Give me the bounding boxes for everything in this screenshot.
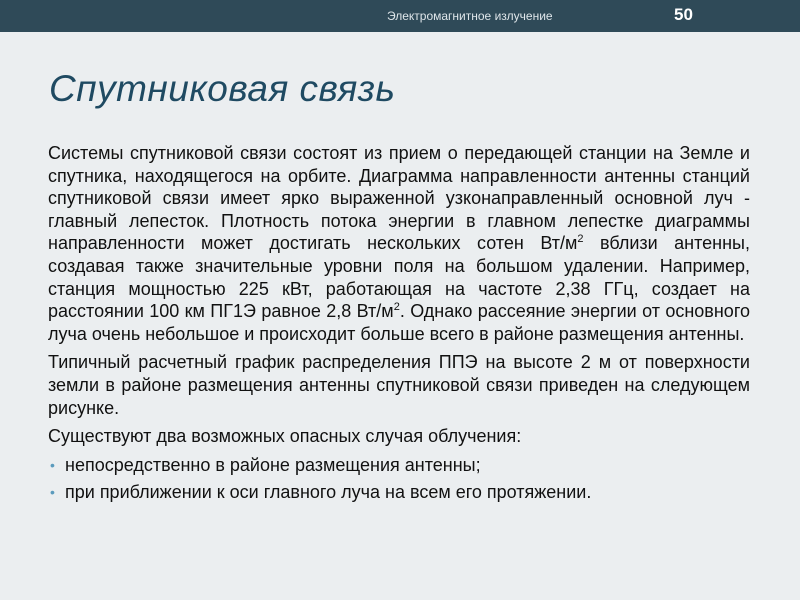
paragraph-1-part-1: Системы спутниковой связи состоят из прием о передающей станции на Земле и спутника, находящегося на орбите. Диаграмма направленности антенны станций спутниковой связи имеет ярко выраженной узконаправленный основной луч - главный лепесток. Плотность потока энергии в главном лепестке диаграммы направленности может достигать нескольких сотен Вт/м [48,143,750,254]
list-item [48,454,750,477]
bullet-icon: • [50,484,55,501]
paragraph-1-part-2: вблизи антенны, создавая также значительные уровни поля на большом удалении. Например, станция мощностью 225 кВт, работающая на частоте 2,38 ГГц, создает на расстоянии 100 км ПГ1Э равное 2,8 Вт/м [48,233,750,322]
header-bar [0,0,800,32]
slide-body [48,142,750,509]
paragraph-1-part-3: . Однако рассеяние энергии от основного луча очень небольшое и происходит больше всего в районе размещения антенны. [48,301,750,344]
superscript-2: 2 [577,233,584,246]
slide-title: Спутниковая связь [49,68,396,109]
bullet-text: при приближении к оси главного луча на всем его протяжении. [65,482,592,503]
paragraph-typical-graph: Типичный расчетный график распределения ППЭ на высоте 2 м от поверхности земли в районе размещения антенны спутниковой связи приведен на следующем рисунке. [48,352,750,418]
paragraph-dangerous-cases: Существуют два возможных опасных случая облучения: [48,426,522,447]
page-number: 50 [674,5,693,24]
list-item [48,481,750,504]
bullet-icon: • [50,456,55,473]
presentation-title: Электромагнитное излучение [387,9,553,23]
bullet-text: непосредственно в районе размещения антенны; [65,454,481,475]
superscript-2: 2 [393,301,400,314]
bullet-list [48,454,750,504]
paragraph-satellite-systems [48,142,750,345]
